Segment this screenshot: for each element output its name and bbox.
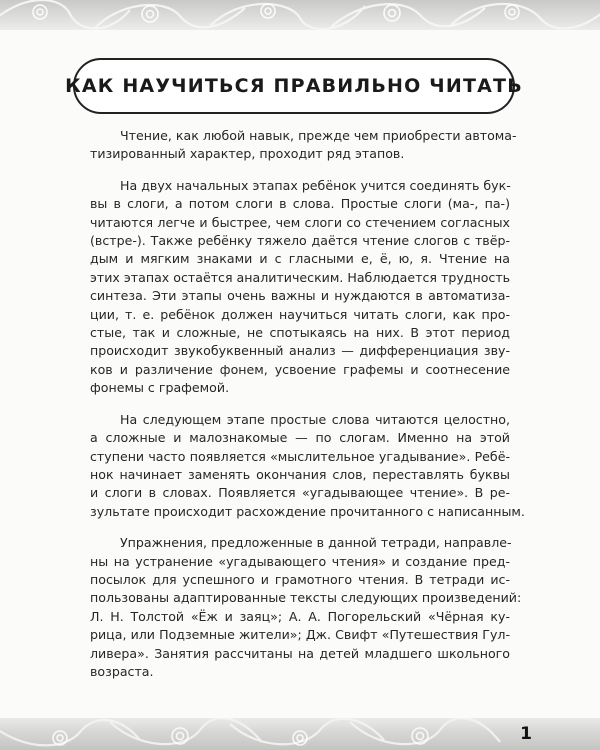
paragraph (90, 127, 517, 164)
text-line: (встре-). Также ребёнку тяжело даётся чтение слогов с твёр- (90, 233, 510, 249)
text-line: ции, т. е. ребёнок должен научиться читать слоги, как про- (90, 306, 510, 322)
text-line: тизированный характер, проходит ряд этапов. (90, 146, 405, 162)
body-text (90, 127, 525, 694)
text-line: Чтение, как любой навык, прежде чем приобрести автома- (120, 128, 517, 143)
text-line: а сложные и малознакомые — по слогам. Именно на этой (90, 430, 510, 446)
text-line: На следующем этапе простые слова читаются целостно, (120, 411, 510, 427)
text-line: дым и мягким знаками и с гласными е, ё, ю, я. Чтение на (90, 251, 510, 267)
text-line: пользованы адаптированные тексты следующих произведений: (90, 590, 522, 606)
top-decorative-band (0, 0, 600, 30)
paragraph (90, 534, 522, 681)
text-line: ны на устранение «угадывающего чтения» и создание пред- (90, 553, 510, 569)
bottom-decorative-band (0, 718, 600, 750)
text-line: происходит звукобуквенный анализ — дифференциация зву- (90, 343, 510, 359)
text-line: и слоги в словах. Появляется «угадывающее чтение». В ре- (90, 485, 510, 501)
page-number: 1 (520, 724, 532, 744)
text-line: вы в слоги, а потом слоги в слова. Простые слоги (ма-, па-) (90, 196, 510, 212)
paragraph (90, 411, 525, 521)
text-line: рица, или Подземные жители»; Дж. Свифт «Путешествия Гул- (90, 627, 510, 643)
text-line: читаются легче и быстрее, чем слоги со стечением согласных (90, 214, 510, 230)
text-line: ков и различение фонем, усвоение графемы и соотнесение (90, 361, 510, 377)
text-line: На двух начальных этапах ребёнок учится соединять бук- (120, 177, 511, 193)
text-line: Упражнения, предложенные в данной тетради, направле- (120, 535, 512, 551)
text-line: посылок для успешного и грамотного чтения. В тетради ис- (90, 571, 510, 587)
text-line: стые, так и сложные, не спотыкаясь на них. В этот период (90, 325, 510, 341)
text-line: ступени часто появляется «мыслительное угадывание». Ребё- (90, 448, 510, 464)
text-line: ливера». Занятия рассчитаны на детей младшего школьного (90, 645, 510, 661)
text-line: нок начинает заменять окончания слов, переставлять буквы (90, 466, 510, 482)
text-line: возраста. (90, 663, 154, 679)
page-title: КАК НАУЧИТЬСЯ ПРАВИЛЬНО ЧИТАТЬ (65, 75, 523, 97)
paragraph (90, 177, 510, 398)
title-box (65, 58, 523, 114)
text-line: фонемы с графемой. (90, 380, 230, 396)
swirl-pattern-bottom (0, 718, 600, 750)
text-line: зультате происходит расхождение прочитанного с написанным. (90, 503, 525, 519)
text-line: синтеза. Эти этапы очень важны и нуждаются в автоматиза- (90, 288, 510, 304)
swirl-pattern-top (0, 0, 600, 30)
text-line: Л. Н. Толстой «Ёж и заяц»; А. А. Погорельский «Чёрная ку- (90, 608, 510, 624)
text-line: этих этапах остаётся аналитическим. Наблюдается трудность (90, 269, 511, 285)
